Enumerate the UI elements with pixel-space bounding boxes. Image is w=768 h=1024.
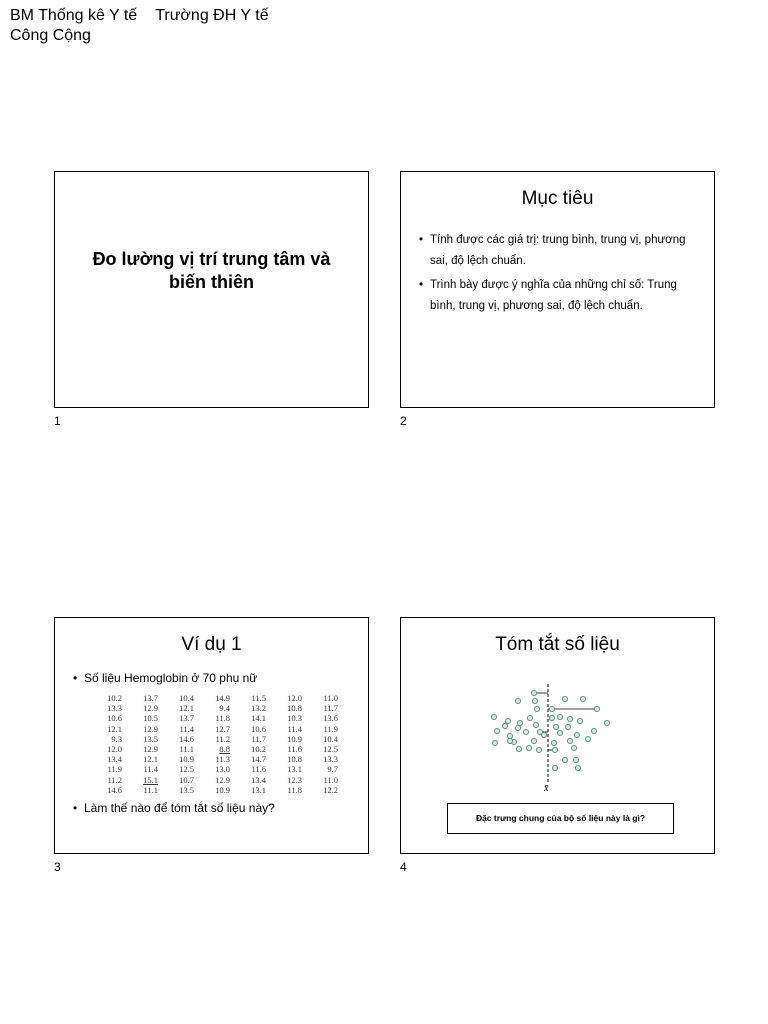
table-cell: 11.0	[323, 693, 338, 704]
hemoglobin-table	[91, 693, 343, 795]
table-cell: 11.8	[215, 713, 230, 724]
data-point	[534, 706, 539, 711]
table-row	[91, 713, 343, 723]
data-point	[541, 732, 546, 737]
slide-3	[54, 617, 369, 854]
slide-title: Đo lường vị trí trung tâm và biến thiên	[92, 249, 331, 292]
table-cell: 12.0	[287, 693, 302, 704]
table-cell: 11.1	[143, 784, 158, 795]
slide-number: 3	[54, 860, 61, 874]
data-point	[552, 747, 557, 752]
data-point	[575, 765, 580, 770]
data-point	[527, 715, 532, 720]
table-cell: 11.0	[323, 774, 338, 785]
slide-title: Tóm tắt số liệu	[495, 634, 620, 655]
table-cell: 10.2	[251, 744, 266, 755]
table-cell: 8.8	[219, 744, 230, 755]
data-point	[565, 724, 570, 729]
data-point	[567, 738, 572, 743]
header-school: Trường ĐH Y tế	[155, 7, 269, 24]
table-row	[91, 785, 343, 795]
data-point	[515, 698, 520, 703]
table-cell: 15.1	[143, 774, 158, 785]
table-cell: 11.6	[287, 744, 302, 755]
data-point	[515, 725, 520, 730]
table-cell: 12.1	[143, 754, 158, 765]
data-point	[604, 720, 609, 725]
data-point	[562, 757, 567, 762]
table-cell: 13.0	[215, 764, 230, 775]
data-point	[536, 747, 541, 752]
table-cell: 14.6	[107, 784, 122, 795]
data-point	[505, 718, 510, 723]
data-point	[553, 724, 558, 729]
table-cell: 12.7	[215, 723, 230, 734]
slide-number: 2	[400, 414, 407, 428]
bullet-item: • Làm thế nào để tóm tắt số liệu này?	[73, 801, 354, 815]
table-cell: 11.9	[107, 764, 122, 775]
data-point	[507, 738, 512, 743]
table-cell: 10.7	[179, 774, 194, 785]
data-point	[562, 696, 567, 701]
data-point	[574, 732, 579, 737]
table-cell: 12.5	[323, 744, 338, 755]
table-row	[91, 703, 343, 713]
page-header	[10, 6, 310, 46]
table-cell: 10.8	[287, 754, 302, 765]
table-cell: 11.7	[323, 703, 338, 714]
table-row	[91, 775, 343, 785]
table-cell: 11.7	[251, 733, 266, 744]
data-point	[507, 733, 512, 738]
table-cell: 11.3	[215, 754, 230, 765]
data-point	[571, 745, 576, 750]
data-point	[532, 698, 537, 703]
table-cell: 10.2	[107, 693, 122, 704]
data-point	[573, 757, 578, 762]
data-point	[491, 714, 496, 719]
bullet-item: • Tính được các giá trị: trung bình, trung vị, phương sai, độ lệch chuẩn.	[419, 230, 700, 272]
data-point	[517, 720, 522, 725]
question-box: Đặc trưng chung của bộ số liệu này là gì?	[447, 803, 674, 834]
table-cell: 10.6	[107, 713, 122, 724]
data-point	[552, 765, 557, 770]
table-cell: 9.3	[111, 733, 122, 744]
table-cell: 13.3	[323, 754, 338, 765]
table-cell: 11.9	[323, 723, 338, 734]
data-point	[533, 722, 538, 727]
data-point	[591, 728, 596, 733]
bullet-list	[419, 230, 700, 320]
data-point	[549, 706, 554, 711]
slide-number: 1	[54, 414, 61, 428]
table-cell: 9.7	[327, 764, 338, 775]
data-point	[516, 746, 521, 751]
table-cell: 14.7	[251, 754, 266, 765]
bullet-item: • Số liệu Hemoglobin ở 70 phụ nữ	[73, 671, 354, 685]
data-point	[557, 730, 562, 735]
bullet-list	[73, 671, 354, 685]
table-cell: 9.4	[219, 703, 230, 714]
table-cell: 13.2	[251, 703, 266, 714]
data-point	[492, 740, 497, 745]
table-cell: 11.4	[287, 723, 302, 734]
data-point	[551, 740, 556, 745]
table-cell: 13.1	[287, 764, 302, 775]
table-cell: 13.7	[179, 713, 194, 724]
data-point	[557, 714, 562, 719]
table-cell: 10.9	[215, 784, 230, 795]
table-cell: 12.9	[143, 723, 158, 734]
bullet-item: • Trình bày được ý nghĩa của những chỉ số: Trung bình, trung vị, phương sai, độ lệch chuẩn.	[419, 275, 700, 317]
data-point	[577, 718, 582, 723]
table-cell: 10.8	[287, 703, 302, 714]
table-cell: 13.6	[323, 713, 338, 724]
table-cell: 13.4	[251, 774, 266, 785]
table-cell: 10.4	[323, 733, 338, 744]
table-cell: 12.9	[215, 774, 230, 785]
table-cell: 11.8	[287, 784, 302, 795]
table-cell: 10.6	[251, 723, 266, 734]
slide-1	[54, 171, 369, 408]
table-row	[91, 724, 343, 734]
table-cell: 10.5	[143, 713, 158, 724]
header-school-cont: Công Cộng	[10, 27, 91, 44]
table-cell: 10.3	[287, 713, 302, 724]
scatter-diagram	[489, 682, 619, 794]
table-cell: 12.1	[107, 723, 122, 734]
data-point	[526, 745, 531, 750]
table-row	[91, 734, 343, 744]
table-cell: 13.7	[143, 693, 158, 704]
table-cell: 10.9	[179, 754, 194, 765]
table-cell: 12.9	[143, 703, 158, 714]
table-cell: 11.5	[251, 693, 266, 704]
table-cell: 12.2	[323, 784, 338, 795]
slide-4	[400, 617, 715, 854]
table-cell: 13.4	[107, 754, 122, 765]
table-cell: 11.2	[215, 733, 230, 744]
table-cell: 10.4	[179, 693, 194, 704]
table-row	[91, 693, 343, 703]
table-cell: 10.9	[287, 733, 302, 744]
data-point	[580, 696, 585, 701]
table-cell: 12.1	[179, 703, 194, 714]
table-cell: 13.5	[143, 733, 158, 744]
data-point	[549, 715, 554, 720]
table-cell: 14.1	[251, 713, 266, 724]
data-point	[594, 706, 599, 711]
data-point	[502, 723, 507, 728]
header-department: BM Thống kê Y tế	[10, 7, 138, 24]
data-point	[567, 716, 572, 721]
table-cell: 11.2	[107, 774, 122, 785]
table-cell: 13.5	[179, 784, 194, 795]
table-row	[91, 744, 343, 754]
slide-title: Mục tiêu	[521, 188, 594, 209]
table-cell: 12.0	[107, 744, 122, 755]
table-cell: 12.9	[143, 744, 158, 755]
table-cell: 13.3	[107, 703, 122, 714]
table-cell: 11.6	[251, 764, 266, 775]
data-point	[494, 728, 499, 733]
table-row	[91, 754, 343, 764]
table-cell: 12.3	[287, 774, 302, 785]
table-cell: 14.9	[215, 693, 230, 704]
slide-number: 4	[400, 860, 407, 874]
table-cell: 13.1	[251, 784, 266, 795]
bullet-list	[73, 801, 354, 815]
table-cell: 11.1	[179, 744, 194, 755]
slide-title: Ví dụ 1	[181, 634, 242, 655]
table-row	[91, 764, 343, 774]
table-cell: 12.5	[179, 764, 194, 775]
table-cell: 11.4	[143, 764, 158, 775]
table-cell: 11.4	[179, 723, 194, 734]
data-point	[531, 690, 536, 695]
slide-2	[400, 171, 715, 408]
mean-label: x̄	[544, 783, 549, 794]
table-cell: 14.6	[179, 733, 194, 744]
data-point	[531, 738, 536, 743]
data-point	[523, 729, 528, 734]
data-point	[585, 736, 590, 741]
